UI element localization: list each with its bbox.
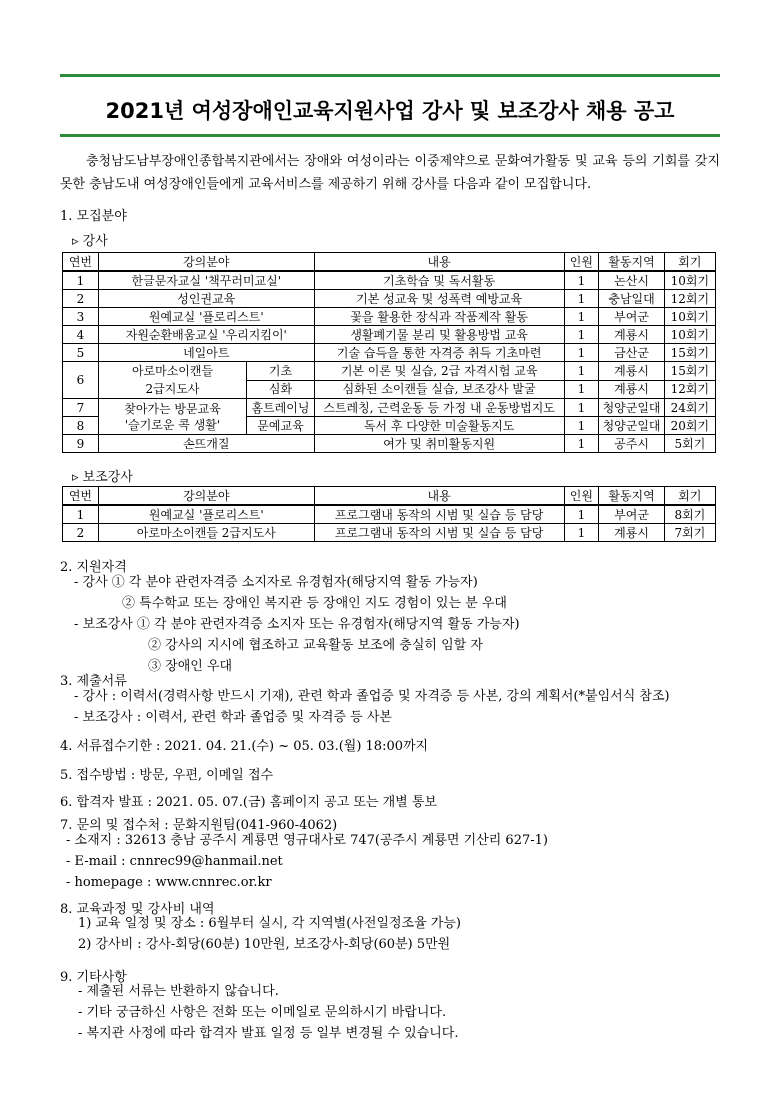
- cell-sessions: 5회기: [664, 435, 715, 453]
- section5: 5. 접수방법 : 방문, 우편, 이메일 접수: [60, 768, 274, 783]
- cell-content: 심화된 소이캔들 실습, 보조강사 발굴: [314, 380, 564, 399]
- section2-line: ② 특수학교 또는 장애인 복지관 등 장애인 지도 경험이 있는 분 우대: [122, 596, 507, 611]
- cell-field: 원예교실 '플로리스트': [98, 505, 314, 524]
- page-title: 2021년 여성장애인교육지원사업 강사 및 보조강사 채용 공고: [105, 99, 675, 123]
- instructor-label: ▹ 강사: [72, 234, 108, 249]
- cell-content: 기술 습득을 통한 자격증 취득 기초마련: [314, 344, 564, 362]
- cell-no: 5: [63, 344, 99, 362]
- cell-field: [98, 399, 246, 435]
- cell-region: 청양군일대: [599, 399, 665, 417]
- cell-level: 기초: [247, 362, 315, 381]
- table-row: [63, 435, 716, 453]
- cell-level: 홈트레이닝: [247, 399, 315, 417]
- col-header: 활동지역: [599, 487, 665, 506]
- section3-heading: 3. 제출서류: [60, 674, 127, 689]
- section2-heading: 2. 지원자격: [60, 560, 127, 575]
- section3-line: - 강사 : 이력서(경력사항 반드시 기재), 관련 학과 졸업증 및 자격증 등 사본, 강의 계획서(*붙임서식 참조): [74, 689, 670, 704]
- top-rule: [60, 74, 720, 77]
- cell-count: 1: [564, 290, 599, 308]
- cell-sessions: 8회기: [664, 505, 715, 524]
- address-line: - 소재지 : 32613 충남 공주시 계룡면 영규대사로 747(공주시 계룡면 기산리 627-1): [66, 833, 548, 848]
- section2-line: - 강사 ① 각 분야 관련자격증 소지자로 유경험자(해당지역 활동 가능자): [74, 575, 478, 590]
- cell-sessions: 24회기: [664, 399, 715, 417]
- cell-count: 1: [564, 435, 599, 453]
- col-header: 인원: [564, 253, 599, 272]
- instructor-table: [62, 252, 716, 453]
- cell-no: 9: [63, 435, 99, 453]
- cell-content: 기본 성교육 및 성폭력 예방교육: [314, 290, 564, 308]
- col-header: 내용: [314, 487, 564, 506]
- cell-content: 기본 이론 및 실습, 2급 자격시험 교육: [314, 362, 564, 381]
- section8-line: 2) 강사비 : 강사-회당(60분) 10만원, 보조강사-회당(60분) 5만원: [78, 937, 451, 952]
- cell-sessions: 10회기: [664, 271, 715, 290]
- cell-no: 8: [63, 417, 99, 435]
- cell-level: 문예교육: [247, 417, 315, 435]
- cell-field-line: 아로마소이캔들: [131, 364, 214, 378]
- cell-no: 6: [63, 362, 99, 399]
- cell-sessions: 10회기: [664, 308, 715, 326]
- section3-line: - 보조강사 : 이력서, 관련 학과 졸업증 및 자격증 등 사본: [74, 710, 392, 725]
- cell-content: 기초학습 및 독서활동: [314, 271, 564, 290]
- cell-count: 1: [564, 505, 599, 524]
- cell-region: 충남일대: [599, 290, 665, 308]
- cell-content: 생활폐기물 분리 및 활용방법 교육: [314, 326, 564, 344]
- assistant-label: ▹ 보조강사: [72, 470, 133, 485]
- email-line: - E-mail : cnnrec99@hanmail.net: [66, 854, 283, 869]
- cell-count: 1: [564, 326, 599, 344]
- section2-list: [74, 572, 520, 677]
- cell-no: 4: [63, 326, 99, 344]
- homepage-line: - homepage : www.cnnrec.or.kr: [66, 875, 272, 890]
- section2-line: - 보조강사 ① 각 분야 관련자격증 소지자 또는 유경험자(해당지역 활동 가능자): [74, 617, 520, 632]
- cell-field-line: '슬기로운 콕 생활': [124, 417, 221, 432]
- cell-region: 공주시: [599, 435, 665, 453]
- cell-field: 한글문자교실 '책꾸러미교실': [98, 271, 314, 290]
- intro-paragraph: 충청남도남부장애인종합복지관에서는 장애와 여성이라는 이중제약으로 문화여가활동 및 교육 등의 기회를 갖지 못한 충남도내 여성장애인들에게 교육서비스를 제공하기 위해 강사를 다음과 같이 모집합니다.: [60, 154, 720, 192]
- table-row: [63, 344, 716, 362]
- table-row: [63, 399, 716, 417]
- cell-field: 자원순환배움교실 '우리지킴이': [98, 326, 314, 344]
- cell-content: 여가 및 취미활동지원: [314, 435, 564, 453]
- cell-count: 1: [564, 308, 599, 326]
- cell-field: 네일아트: [98, 344, 314, 362]
- section9-line: - 기타 궁금하신 사항은 전화 또는 이메일로 문의하시기 바랍니다.: [78, 1005, 447, 1020]
- section8-line: 1) 교육 일정 및 장소 : 6월부터 실시, 각 지역별(사전일정조율 가능): [78, 916, 461, 931]
- cell-no: 1: [63, 505, 99, 524]
- cell-sessions: 15회기: [664, 344, 715, 362]
- cell-region: 계룡시: [599, 326, 665, 344]
- cell-region: 부여군: [599, 308, 665, 326]
- table-row: [63, 308, 716, 326]
- cell-sessions: 12회기: [664, 380, 715, 399]
- section7-heading: 7. 문의 및 접수처 : 문화지원팀(041-960-4062): [60, 818, 338, 833]
- cell-region: 계룡시: [599, 362, 665, 381]
- cell-field: [98, 362, 246, 399]
- table-header-row: [63, 253, 716, 272]
- cell-no: 3: [63, 308, 99, 326]
- table-row: [63, 326, 716, 344]
- cell-field-line: 찾아가는 방문교육: [124, 401, 221, 416]
- cell-field: 아로마소이캔들 2급지도사: [98, 524, 314, 542]
- cell-sessions: 20회기: [664, 417, 715, 435]
- col-header: 내용: [314, 253, 564, 272]
- cell-no: 1: [63, 271, 99, 290]
- cell-region: 부여군: [599, 505, 665, 524]
- table-row: [63, 524, 716, 542]
- table-row: [63, 271, 716, 290]
- cell-region: 금산군: [599, 344, 665, 362]
- cell-region: 계룡시: [599, 524, 665, 542]
- section9-line: - 복지관 사정에 따라 합격자 발표 일정 등 일부 변경될 수 있습니다.: [78, 1026, 459, 1041]
- col-header: 연번: [63, 487, 99, 506]
- cell-field-line: 2급지도사: [145, 382, 200, 396]
- cell-count: 1: [564, 380, 599, 399]
- table-header-row: [63, 487, 716, 506]
- cell-content: 독서 후 다양한 미술활동지도: [314, 417, 564, 435]
- cell-content: 스트레칭, 근력운동 등 가정 내 운동방법지도: [314, 399, 564, 417]
- cell-field: 원예교실 '플로리스트': [98, 308, 314, 326]
- cell-no: 2: [63, 290, 99, 308]
- cell-count: 1: [564, 399, 599, 417]
- table-row: [63, 505, 716, 524]
- cell-field: 성인권교육: [98, 290, 314, 308]
- cell-no: 2: [63, 524, 99, 542]
- cell-region: 논산시: [599, 271, 665, 290]
- col-header: 회기: [664, 487, 715, 506]
- col-header: 회기: [664, 253, 715, 272]
- cell-sessions: 12회기: [664, 290, 715, 308]
- cell-content: 프로그램내 동작의 시범 및 실습 등 담당: [314, 505, 564, 524]
- table-row: [63, 290, 716, 308]
- section8-list: [78, 913, 461, 955]
- section9-list: [78, 981, 459, 1044]
- col-header: 인원: [564, 487, 599, 506]
- col-header: 강의분야: [98, 253, 314, 272]
- section9-heading: 9. 기타사항: [60, 970, 127, 985]
- section4: 4. 서류접수기한 : 2021. 04. 21.(수) ~ 05. 03.(월) 18:00까지: [60, 739, 429, 754]
- section9-line: - 제출된 서류는 반환하지 않습니다.: [78, 984, 279, 999]
- section8-heading: 8. 교육과정 및 강사비 내역: [60, 902, 215, 917]
- section3-list: [74, 686, 670, 728]
- section2-line: ② 강사의 지시에 협조하고 교육활동 보조에 충실히 임할 자: [148, 638, 483, 653]
- cell-content: 프로그램내 동작의 시범 및 실습 등 담당: [314, 524, 564, 542]
- cell-region: 계룡시: [599, 380, 665, 399]
- col-header: 강의분야: [98, 487, 314, 506]
- cell-sessions: 7회기: [664, 524, 715, 542]
- section7-list: [66, 830, 548, 893]
- cell-region: 청양군일대: [599, 417, 665, 435]
- cell-sessions: 15회기: [664, 362, 715, 381]
- bottom-rule: [60, 134, 720, 137]
- cell-content: 꽃을 활용한 장식과 작품제작 활동: [314, 308, 564, 326]
- section2-line: ③ 장애인 우대: [148, 659, 233, 674]
- cell-count: 1: [564, 362, 599, 381]
- col-header: 연번: [63, 253, 99, 272]
- cell-count: 1: [564, 344, 599, 362]
- assistant-table: [62, 486, 716, 542]
- cell-count: 1: [564, 271, 599, 290]
- table-row: [63, 362, 716, 381]
- cell-count: 1: [564, 524, 599, 542]
- section1-heading: 1. 모집분야: [60, 209, 127, 224]
- col-header: 활동지역: [599, 253, 665, 272]
- cell-no: 7: [63, 399, 99, 417]
- cell-field: 손뜨개질: [98, 435, 314, 453]
- cell-count: 1: [564, 417, 599, 435]
- cell-sessions: 10회기: [664, 326, 715, 344]
- cell-level: 심화: [247, 380, 315, 399]
- section6: 6. 합격자 발표 : 2021. 05. 07.(금) 홈페이지 공고 또는 개별 통보: [60, 795, 437, 810]
